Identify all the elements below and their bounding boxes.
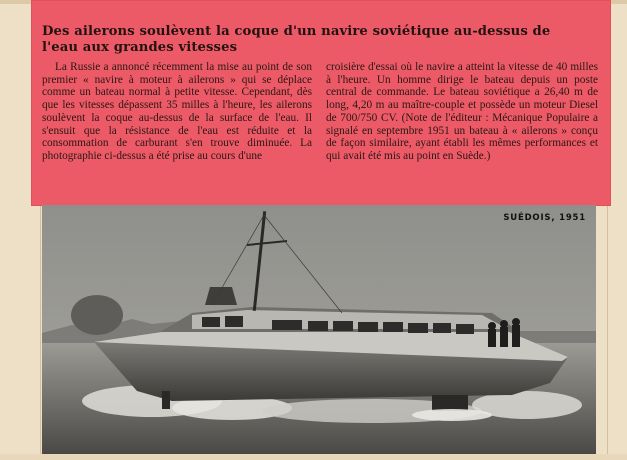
photo-caption: SUÉDOIS, 1951 (503, 213, 586, 223)
boat-photo (42, 205, 596, 454)
article-headline: Des ailerons soulèvent la coque d'un navire soviétique au-dessus de l'eau aux grandes vitesses (42, 24, 551, 55)
bottom-edge (0, 454, 627, 460)
article-column-right: croisière d'essai où le navire a atteint la vitesse de 40 milles à l'heure. Un homme dirige le bateau depuis un poste central de commande. Le bateau soviétique a 26,40 m de long, 4,20 m au maître-couple et possède un moteur Diesel de 700/750 CV. (Note de l'éditeur : Mécanique Populaire a signalé en septembre 1951 un bateau à « ailerons » conçu de façon similaire, ayant établi les mêmes performances et qui avait été mis au point en Suède.) (326, 61, 598, 162)
hydrofoil-boat-image (42, 205, 596, 454)
article-column-left: La Russie a annoncé récemment la mise au point de son premier « navire à moteur à ailerons » qui se déplace comme un bateau normal à petite vitesse. Cependant, dès que les vitesses dépassent 35 milles à l'heure, les ailerons soulèvent la coque au-dessus de la surface de l'eau. Il s'ensuit que la résistance de l'eau est réduite et la consommation de carburant s'en trouve diminuée. La photographie ci-dessus a été prise au cours d'une (42, 61, 312, 162)
